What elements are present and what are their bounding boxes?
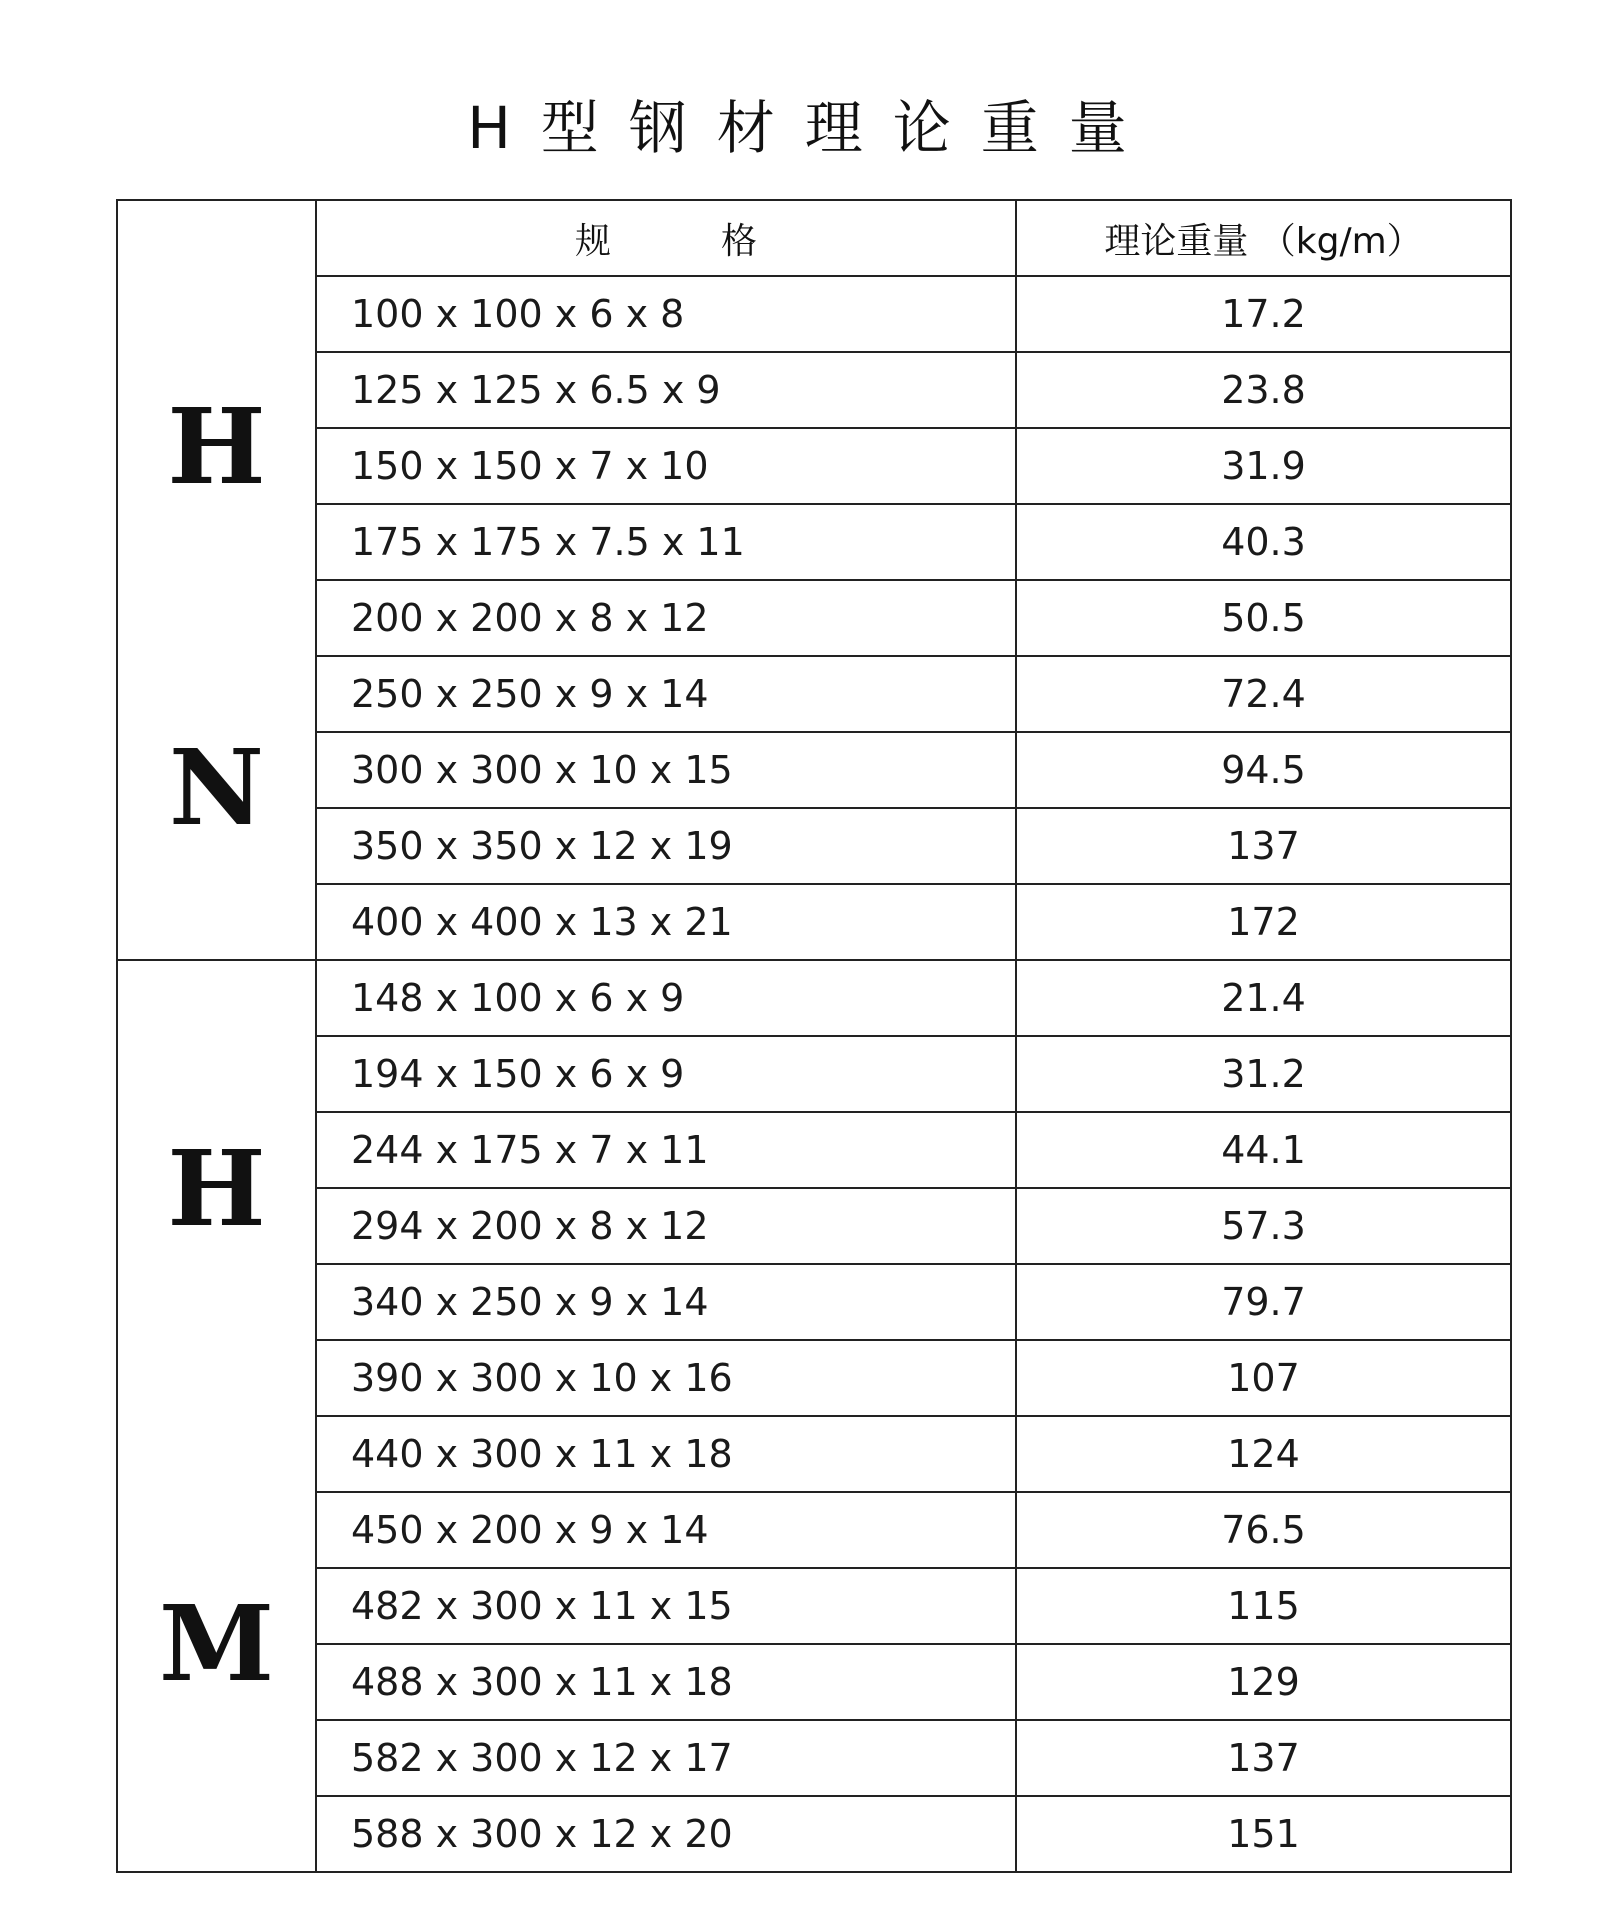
weight-cell: 124 — [1016, 1416, 1511, 1492]
weight-cell: 94.5 — [1016, 732, 1511, 808]
group-label-cell — [117, 276, 316, 960]
table-row — [117, 960, 1511, 1036]
spec-cell: 582 x 300 x 12 x 17 — [316, 1720, 1016, 1796]
spec-cell: 150 x 150 x 7 x 10 — [316, 428, 1016, 504]
group-letter: M — [158, 1581, 275, 1705]
table-row — [117, 504, 1511, 580]
table-row — [117, 1340, 1511, 1416]
steel-weight-table — [116, 199, 1512, 1873]
table-row — [117, 808, 1511, 884]
weight-cell: 115 — [1016, 1568, 1511, 1644]
spec-cell: 488 x 300 x 11 x 18 — [316, 1644, 1016, 1720]
weight-cell: 79.7 — [1016, 1264, 1511, 1340]
spec-cell: 175 x 175 x 7.5 x 11 — [316, 504, 1016, 580]
weight-cell: 151 — [1016, 1796, 1511, 1872]
table-header-row — [117, 200, 1511, 276]
spec-cell: 100 x 100 x 6 x 8 — [316, 276, 1016, 352]
weight-cell: 76.5 — [1016, 1492, 1511, 1568]
table-row — [117, 1644, 1511, 1720]
page-title: H型钢材理论重量 — [467, 94, 1157, 162]
table-row — [117, 1264, 1511, 1340]
weight-cell: 31.2 — [1016, 1036, 1511, 1112]
spec-cell: 340 x 250 x 9 x 14 — [316, 1264, 1016, 1340]
weight-cell: 40.3 — [1016, 504, 1511, 580]
spec-cell: 250 x 250 x 9 x 14 — [316, 656, 1016, 732]
weight-cell: 172 — [1016, 884, 1511, 960]
weight-cell: 21.4 — [1016, 960, 1511, 1036]
weight-cell: 31.9 — [1016, 428, 1511, 504]
table-row — [117, 656, 1511, 732]
table-row — [117, 276, 1511, 352]
weight-cell: 50.5 — [1016, 580, 1511, 656]
spec-cell: 148 x 100 x 6 x 9 — [316, 960, 1016, 1036]
group-label-cell — [117, 960, 316, 1872]
group-letters — [118, 961, 315, 1871]
table-row — [117, 352, 1511, 428]
table-row — [117, 580, 1511, 656]
spec-cell: 300 x 300 x 10 x 15 — [316, 732, 1016, 808]
table-row — [117, 1720, 1511, 1796]
weight-cell: 23.8 — [1016, 352, 1511, 428]
spec-cell: 482 x 300 x 11 x 15 — [316, 1568, 1016, 1644]
table-row — [117, 732, 1511, 808]
group-letter: H — [167, 1126, 266, 1250]
table-row — [117, 1568, 1511, 1644]
table-row — [117, 1416, 1511, 1492]
spec-cell: 244 x 175 x 7 x 11 — [316, 1112, 1016, 1188]
spec-column-header — [316, 200, 1016, 276]
spec-header-label-a: 规 — [574, 220, 611, 262]
weight-cell: 107 — [1016, 1340, 1511, 1416]
group-letter: H — [167, 384, 266, 508]
table-row — [117, 1796, 1511, 1872]
table-row — [117, 884, 1511, 960]
weight-cell: 129 — [1016, 1644, 1511, 1720]
spec-cell: 390 x 300 x 10 x 16 — [316, 1340, 1016, 1416]
weight-column-header: 理论重量 （kg/m） — [1016, 200, 1511, 276]
spec-cell: 200 x 200 x 8 x 12 — [316, 580, 1016, 656]
table-row — [117, 1492, 1511, 1568]
spec-cell: 440 x 300 x 11 x 18 — [316, 1416, 1016, 1492]
table-row — [117, 1188, 1511, 1264]
table-row — [117, 428, 1511, 504]
group-header-cell — [117, 200, 316, 276]
weight-cell: 57.3 — [1016, 1188, 1511, 1264]
spec-cell: 450 x 200 x 9 x 14 — [316, 1492, 1016, 1568]
spec-cell: 588 x 300 x 12 x 20 — [316, 1796, 1016, 1872]
weight-cell: 137 — [1016, 808, 1511, 884]
weight-cell: 72.4 — [1016, 656, 1511, 732]
spec-cell: 350 x 350 x 12 x 19 — [316, 808, 1016, 884]
spec-cell: 125 x 125 x 6.5 x 9 — [316, 352, 1016, 428]
weight-cell: 44.1 — [1016, 1112, 1511, 1188]
weight-cell: 137 — [1016, 1720, 1511, 1796]
table-row — [117, 1036, 1511, 1112]
spec-cell: 400 x 400 x 13 x 21 — [316, 884, 1016, 960]
spec-cell: 294 x 200 x 8 x 12 — [316, 1188, 1016, 1264]
group-letters — [118, 276, 315, 959]
table-row — [117, 1112, 1511, 1188]
spec-cell: 194 x 150 x 6 x 9 — [316, 1036, 1016, 1112]
spec-header-label-b: 格 — [721, 220, 758, 262]
table-body — [117, 200, 1511, 1872]
group-letter: N — [168, 726, 265, 850]
weight-cell: 17.2 — [1016, 276, 1511, 352]
